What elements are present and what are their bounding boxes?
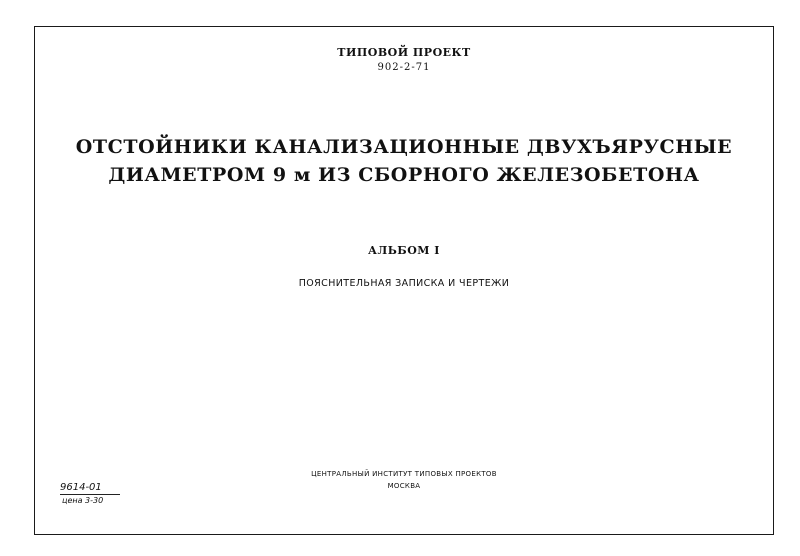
document-title-line-1: ОТСТОЙНИКИ КАНАЛИЗАЦИОННЫЕ ДВУХЪЯРУСНЫЕ (75, 136, 733, 158)
project-type-label: ТИПОВОЙ ПРОЕКТ (337, 46, 471, 59)
price-note: цена 3-30 (62, 496, 104, 505)
project-number: 902-2-71 (377, 62, 431, 73)
document-title-line-2: ДИАМЕТРОМ 9 м ИЗ СБОРНОГО ЖЕЛЕЗОБЕТОНА (108, 164, 700, 186)
publisher-institute: ЦЕНТРАЛЬНЫЙ ИНСТИТУТ ТИПОВЫХ ПРОЕКТОВ (311, 470, 497, 478)
inventory-stamp (60, 482, 120, 505)
album-label: АЛЬБОМ I (368, 244, 440, 257)
album-subtitle: ПОЯСНИТЕЛЬНАЯ ЗАПИСКА И ЧЕРТЕЖИ (298, 278, 510, 289)
publisher-city: МОСКВА (387, 482, 421, 490)
inventory-code: 9614-01 (60, 482, 120, 495)
